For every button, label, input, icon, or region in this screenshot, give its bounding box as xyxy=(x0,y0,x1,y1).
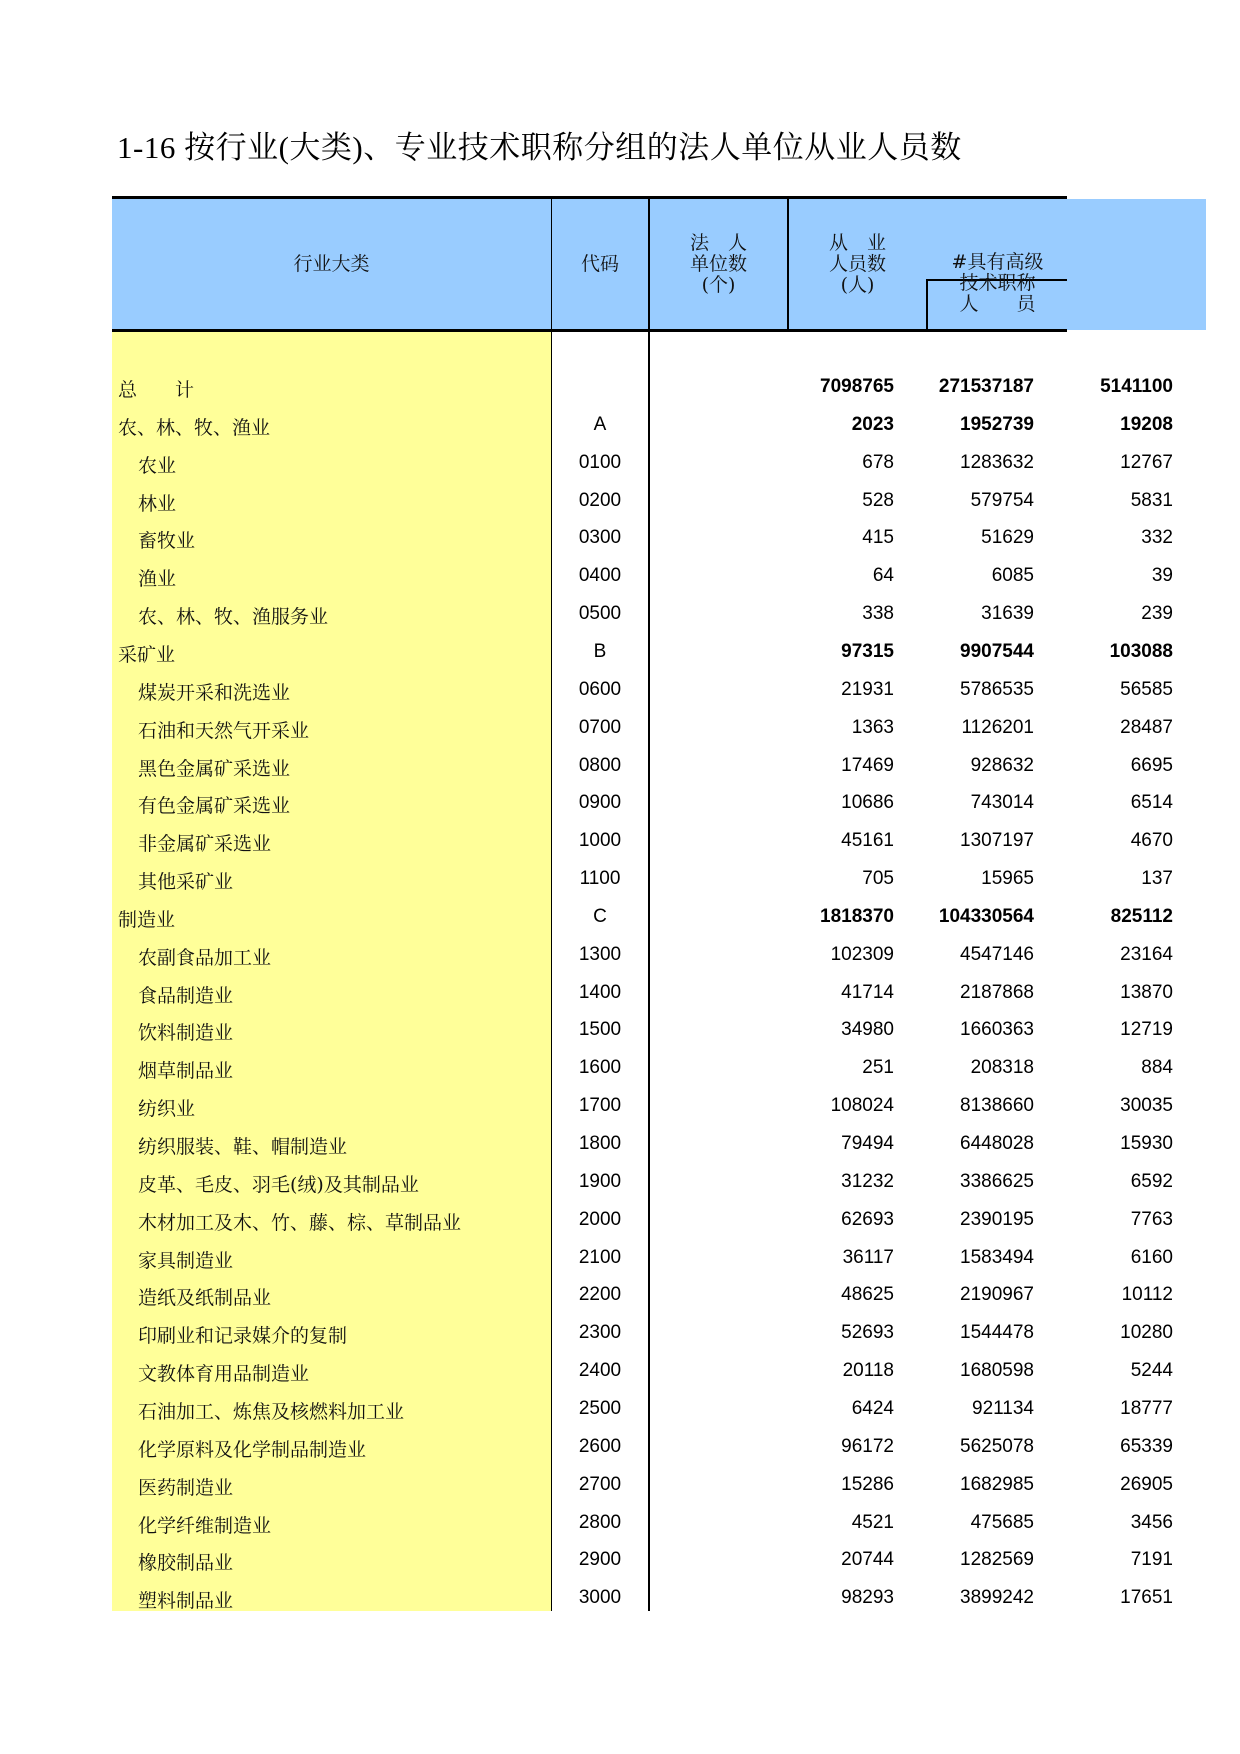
employees-count: 5625078 xyxy=(960,1435,1034,1457)
industry-code: 1400 xyxy=(578,981,622,1003)
industry-code: 2200 xyxy=(578,1284,622,1306)
industry-name: 纺织业 xyxy=(138,1098,196,1121)
industry-code: 0100 xyxy=(578,451,622,473)
senior-title-staff-count: 17651 xyxy=(1120,1587,1173,1609)
legal-units-count: 415 xyxy=(862,527,894,549)
legal-units-count: 15286 xyxy=(841,1473,894,1495)
industry-name: 石油和天然气开采业 xyxy=(138,719,310,742)
legal-units-count: 36117 xyxy=(842,1246,894,1268)
industry-code: 1300 xyxy=(578,943,622,965)
header-units xyxy=(650,233,787,296)
senior-title-staff-count: 5141100 xyxy=(1100,376,1173,397)
senior-title-staff-count: 30035 xyxy=(1120,1095,1173,1117)
senior-title-staff-count: 103088 xyxy=(1109,640,1173,662)
industry-code: 2600 xyxy=(578,1435,622,1457)
table-row xyxy=(112,1275,1173,1313)
table-row xyxy=(112,1162,1173,1200)
industry-code: 2300 xyxy=(578,1322,622,1344)
employees-count: 921134 xyxy=(972,1397,1034,1419)
industry-code: 0600 xyxy=(578,678,622,700)
senior-title-staff-count: 6695 xyxy=(1130,754,1173,776)
industry-name: 化学原料及化学制品制造业 xyxy=(138,1438,367,1461)
senior-title-staff-count: 3456 xyxy=(1130,1511,1173,1533)
employees-count: 1680598 xyxy=(960,1360,1034,1382)
table-row xyxy=(112,1503,1173,1541)
header-senior-line: 人 员 xyxy=(959,293,1036,315)
employees-count: 208318 xyxy=(970,1057,1034,1079)
industry-name: 医药制造业 xyxy=(138,1476,234,1499)
table-row xyxy=(112,1427,1173,1465)
legal-units-count: 338 xyxy=(862,603,894,625)
header-employees-line: 从 业 xyxy=(828,232,886,254)
industry-name: 渔业 xyxy=(138,568,177,591)
legal-units-count: 17469 xyxy=(841,754,894,776)
header-industry: 行业大类 xyxy=(293,253,370,275)
header-employees xyxy=(789,233,926,296)
table-row xyxy=(112,783,1173,821)
employees-count: 475685 xyxy=(970,1511,1034,1533)
industry-name: 黑色金属矿采选业 xyxy=(138,757,291,780)
industry-code: 1000 xyxy=(578,830,622,852)
table-row xyxy=(112,670,1173,708)
senior-title-staff-count: 5831 xyxy=(1130,489,1173,511)
table-row xyxy=(112,708,1173,746)
legal-units-count: 31232 xyxy=(841,1170,894,1192)
header-senior-line: 技术职称 xyxy=(959,272,1036,294)
industry-name: 家具制造业 xyxy=(138,1249,234,1272)
table-row xyxy=(112,405,1173,443)
legal-units-count: 97315 xyxy=(841,640,894,662)
table-row xyxy=(112,1351,1173,1389)
table-row xyxy=(112,973,1173,1011)
senior-title-staff-count: 6160 xyxy=(1130,1246,1173,1268)
industry-name: 非金属矿采选业 xyxy=(138,833,272,856)
industry-name: 有色金属矿采选业 xyxy=(138,795,291,818)
table-row xyxy=(112,1238,1173,1276)
employees-count: 31639 xyxy=(981,603,1034,625)
legal-units-count: 1363 xyxy=(851,716,894,738)
legal-units-count: 64 xyxy=(872,565,894,587)
employees-count: 743014 xyxy=(970,792,1034,814)
industry-code: 2400 xyxy=(578,1360,622,1382)
industry-code: 0800 xyxy=(578,754,622,776)
senior-title-staff-count: 6592 xyxy=(1130,1170,1173,1192)
senior-title-staff-count: 7763 xyxy=(1130,1208,1173,1230)
industry-name: 农副食品加工业 xyxy=(138,946,272,969)
industry-name: 造纸及纸制品业 xyxy=(138,1287,272,1310)
employees-count: 6448028 xyxy=(960,1133,1034,1154)
industry-code: 2700 xyxy=(578,1473,622,1495)
employees-count: 9907544 xyxy=(960,640,1034,662)
employees-count: 1544478 xyxy=(960,1322,1034,1344)
senior-title-staff-count: 4670 xyxy=(1130,830,1173,852)
industry-name: 其他采矿业 xyxy=(138,871,234,894)
table-row xyxy=(112,367,1173,405)
industry-name: 烟草制品业 xyxy=(138,1060,234,1083)
table-row xyxy=(112,1389,1173,1427)
senior-title-staff-count: 19208 xyxy=(1120,413,1173,435)
header-units-line: 法 人 xyxy=(689,232,747,254)
senior-title-staff-count: 825112 xyxy=(1110,905,1173,927)
employees-count: 1682985 xyxy=(960,1473,1034,1495)
legal-units-count: 102309 xyxy=(830,943,894,965)
legal-units-count: 2023 xyxy=(851,413,894,435)
industry-code: A xyxy=(593,413,607,435)
industry-name: 皮革、毛皮、羽毛(绒)及其制品业 xyxy=(138,1173,419,1196)
legal-units-count: 7098765 xyxy=(820,376,894,397)
employees-count: 1282569 xyxy=(960,1549,1034,1571)
industry-code: 2800 xyxy=(578,1511,622,1533)
legal-units-count: 45161 xyxy=(841,830,894,852)
legal-units-count: 4521 xyxy=(851,1511,894,1533)
industry-name: 食品制造业 xyxy=(138,984,234,1007)
legal-units-count: 62693 xyxy=(841,1208,894,1230)
employees-count: 271537187 xyxy=(938,376,1034,397)
header-bottom-rule xyxy=(112,329,1067,332)
senior-title-staff-count: 15930 xyxy=(1120,1133,1173,1154)
legal-units-count: 1818370 xyxy=(820,905,894,927)
senior-title-staff-count: 28487 xyxy=(1120,716,1173,738)
table-row xyxy=(112,1540,1173,1578)
industry-name: 化学纤维制造业 xyxy=(138,1514,272,1537)
industry-code: 1900 xyxy=(578,1170,622,1192)
table-row xyxy=(112,1578,1173,1616)
industry-name: 塑料制品业 xyxy=(138,1590,234,1613)
industry-name: 总 计 xyxy=(118,379,195,401)
employees-count: 15965 xyxy=(981,868,1034,890)
industry-name: 林业 xyxy=(138,492,177,515)
industry-name: 木材加工及木、竹、藤、棕、草制品业 xyxy=(138,1211,462,1234)
senior-title-staff-count: 12719 xyxy=(1120,1019,1173,1041)
table-row xyxy=(112,518,1173,556)
senior-title-staff-count: 7191 xyxy=(1130,1549,1173,1571)
header-senior-staff xyxy=(928,252,1067,315)
legal-units-count: 528 xyxy=(862,489,894,511)
employees-count: 579754 xyxy=(970,489,1034,511)
legal-units-count: 48625 xyxy=(841,1284,894,1306)
senior-title-staff-count: 26905 xyxy=(1120,1473,1173,1495)
employees-count: 2187868 xyxy=(960,981,1034,1003)
industry-code: 0700 xyxy=(578,716,622,738)
industry-name: 煤炭开采和洗选业 xyxy=(138,681,291,704)
industry-code: 0300 xyxy=(578,527,622,549)
table-row xyxy=(112,746,1173,784)
industry-code: 1800 xyxy=(578,1133,622,1154)
senior-title-staff-count: 137 xyxy=(1141,868,1173,890)
senior-title-staff-count: 39 xyxy=(1151,565,1173,587)
legal-units-count: 52693 xyxy=(841,1322,894,1344)
industry-code: 0900 xyxy=(578,792,622,814)
legal-units-count: 20744 xyxy=(841,1549,894,1571)
senior-title-staff-count: 13870 xyxy=(1120,981,1173,1003)
header-employees-line: (人) xyxy=(840,274,875,296)
industry-name: 橡胶制品业 xyxy=(138,1552,234,1575)
industry-code: 2900 xyxy=(578,1549,622,1571)
industry-name: 石油加工、炼焦及核燃料加工业 xyxy=(138,1400,405,1423)
legal-units-count: 34980 xyxy=(841,1019,894,1041)
table-row xyxy=(112,481,1173,519)
table-row xyxy=(112,1048,1173,1086)
industry-code: 1100 xyxy=(579,868,621,890)
employees-count: 1283632 xyxy=(960,451,1034,473)
senior-title-staff-count: 10112 xyxy=(1121,1284,1173,1306)
industry-name: 畜牧业 xyxy=(138,530,196,553)
employees-count: 1307197 xyxy=(960,830,1034,852)
header-senior-line: #具有高级 xyxy=(951,251,1044,273)
table-row xyxy=(112,556,1173,594)
industry-name: 农、林、牧、渔业 xyxy=(118,416,271,439)
industry-code: B xyxy=(593,640,607,662)
table-row xyxy=(112,1086,1173,1124)
legal-units-count: 108024 xyxy=(830,1095,894,1117)
header-employees-line: 人员数 xyxy=(828,253,886,275)
employees-count: 2390195 xyxy=(960,1208,1034,1230)
industry-name: 农业 xyxy=(138,454,177,477)
table-row xyxy=(112,632,1173,670)
senior-title-staff-count: 23164 xyxy=(1120,943,1173,965)
senior-title-staff-count: 65339 xyxy=(1120,1435,1173,1457)
industry-code: 1600 xyxy=(578,1057,622,1079)
employees-count: 6085 xyxy=(991,565,1034,587)
industry-code: 1500 xyxy=(578,1019,622,1041)
page-title: 1-16 按行业(大类)、专业技术职称分组的法人单位从业人员数 xyxy=(117,130,962,165)
industry-code: 2100 xyxy=(578,1246,622,1268)
legal-units-count: 251 xyxy=(862,1057,894,1079)
legal-units-count: 10686 xyxy=(841,792,894,814)
employees-count: 8138660 xyxy=(960,1095,1034,1117)
industry-code: 0200 xyxy=(578,489,622,511)
senior-title-staff-count: 10280 xyxy=(1120,1322,1173,1344)
employees-count: 1952739 xyxy=(960,413,1034,435)
table-row xyxy=(112,443,1173,481)
senior-title-staff-count: 332 xyxy=(1141,527,1173,549)
industry-name: 文教体育用品制造业 xyxy=(138,1363,310,1386)
senior-title-staff-count: 239 xyxy=(1141,603,1173,625)
table-row xyxy=(112,594,1173,632)
industry-code: C xyxy=(593,905,607,927)
employees-count: 1583494 xyxy=(960,1246,1034,1268)
table-row xyxy=(112,821,1173,859)
senior-title-staff-count: 18777 xyxy=(1120,1397,1173,1419)
legal-units-count: 6424 xyxy=(851,1397,894,1419)
senior-title-staff-count: 884 xyxy=(1141,1057,1173,1079)
employees-count: 5786535 xyxy=(960,678,1034,700)
industry-code: 1700 xyxy=(578,1095,622,1117)
legal-units-count: 98293 xyxy=(841,1587,894,1609)
employees-count: 104330564 xyxy=(938,905,1034,927)
header-code: 代码 xyxy=(580,253,619,275)
industry-name: 印刷业和记录媒介的复制 xyxy=(138,1325,348,1348)
legal-units-count: 21931 xyxy=(841,678,894,700)
table-row xyxy=(112,1200,1173,1238)
table-row xyxy=(112,1124,1173,1162)
employees-count: 51629 xyxy=(981,527,1034,549)
employees-count: 1660363 xyxy=(960,1019,1034,1041)
senior-title-staff-count: 6514 xyxy=(1130,792,1173,814)
industry-code: 0400 xyxy=(578,565,622,587)
industry-code: 2500 xyxy=(578,1397,622,1419)
senior-title-staff-count: 5244 xyxy=(1130,1360,1173,1382)
legal-units-count: 41714 xyxy=(841,981,894,1003)
table-row xyxy=(112,897,1173,935)
legal-units-count: 96172 xyxy=(841,1435,894,1457)
table-row xyxy=(112,935,1173,973)
employees-count: 2190967 xyxy=(960,1284,1034,1306)
industry-name: 饮料制造业 xyxy=(138,1022,234,1045)
industry-name: 制造业 xyxy=(118,908,176,931)
header-units-line: (个) xyxy=(701,274,736,296)
employees-count: 3386625 xyxy=(960,1170,1034,1192)
table-top-rule xyxy=(112,196,1067,199)
industry-code: 0500 xyxy=(578,603,622,625)
employees-count: 1126201 xyxy=(961,716,1034,738)
industry-name: 采矿业 xyxy=(118,643,176,666)
industry-code: 2000 xyxy=(578,1208,622,1230)
legal-units-count: 678 xyxy=(862,451,894,473)
industry-name: 农、林、牧、渔服务业 xyxy=(138,606,329,629)
legal-units-count: 705 xyxy=(862,868,894,890)
table-row xyxy=(112,859,1173,897)
employees-count: 3899242 xyxy=(960,1587,1034,1609)
table-row xyxy=(112,1465,1173,1503)
table-row xyxy=(112,1010,1173,1048)
industry-code: 3000 xyxy=(578,1587,622,1609)
senior-title-staff-count: 12767 xyxy=(1120,451,1173,473)
table-row xyxy=(112,1313,1173,1351)
senior-title-staff-count: 56585 xyxy=(1120,678,1173,700)
header-units-line: 单位数 xyxy=(689,253,747,275)
employees-count: 928632 xyxy=(970,754,1034,776)
industry-name: 纺织服装、鞋、帽制造业 xyxy=(138,1136,348,1158)
legal-units-count: 79494 xyxy=(841,1133,894,1154)
employees-count: 4547146 xyxy=(960,943,1034,965)
legal-units-count: 20118 xyxy=(842,1360,894,1382)
